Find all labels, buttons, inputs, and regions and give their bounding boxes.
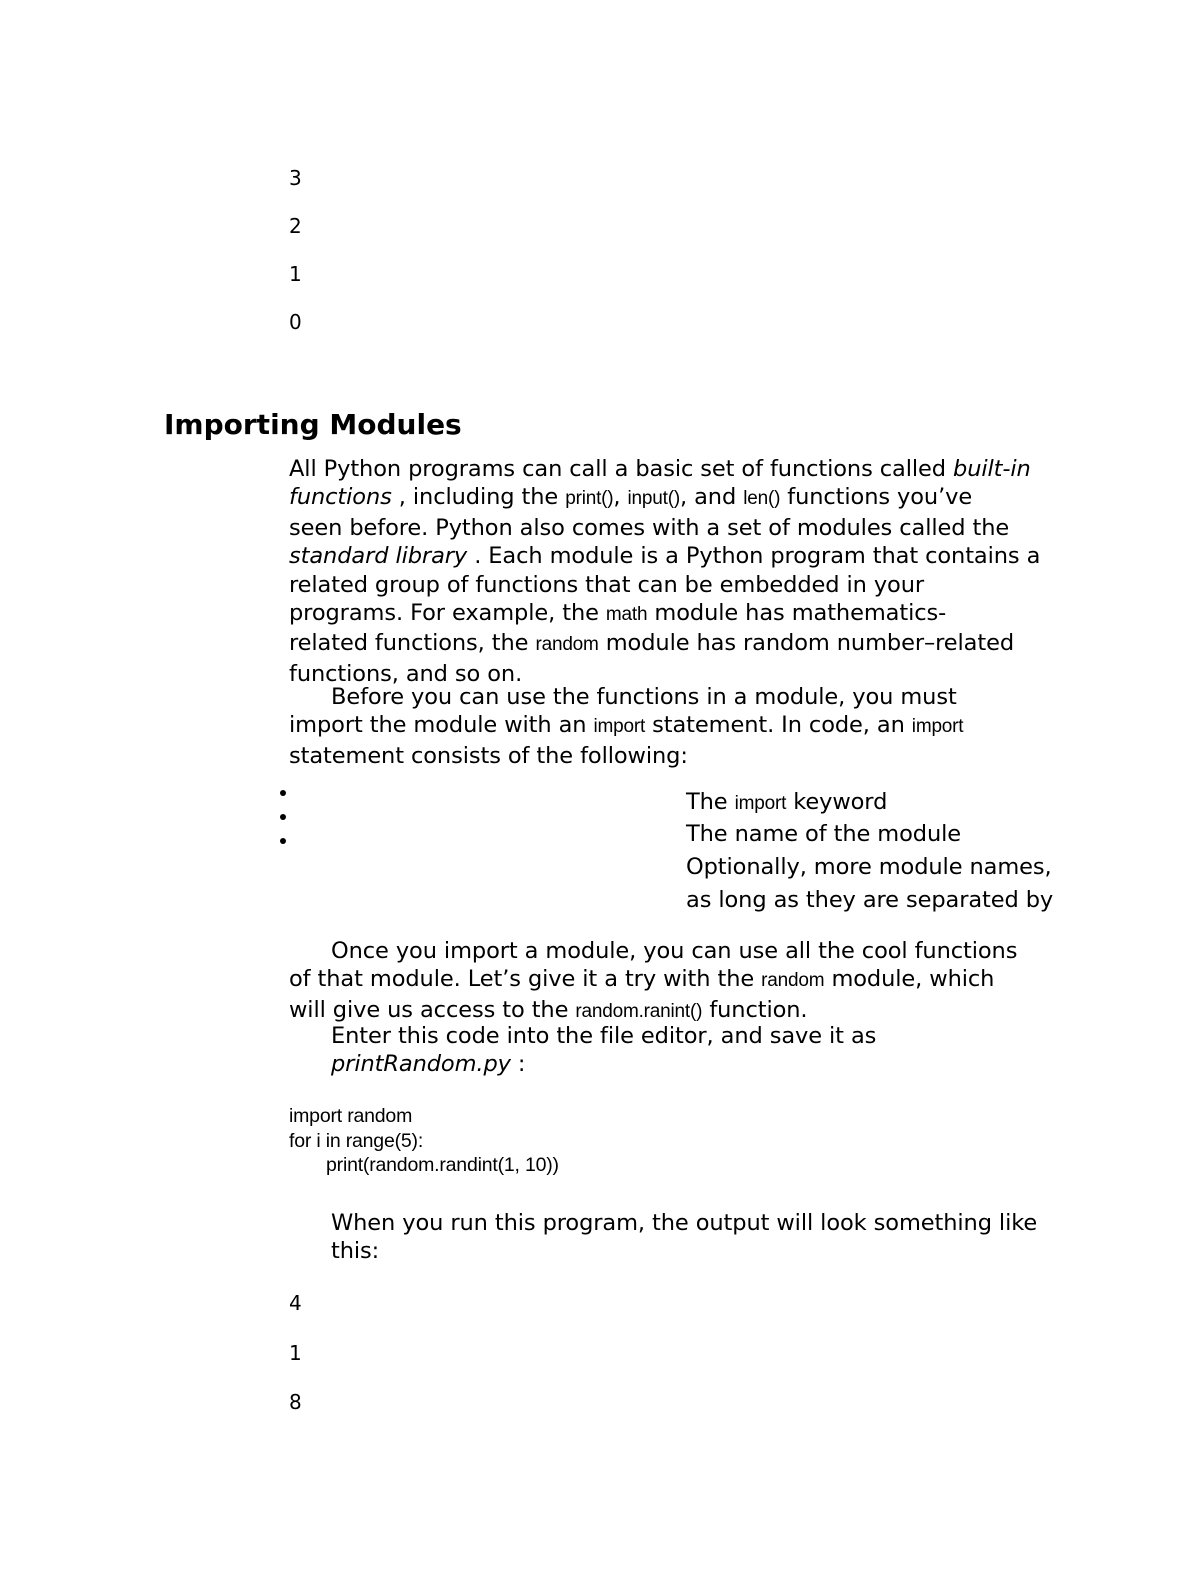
code-line: import random bbox=[289, 1105, 413, 1127]
text-line: standard library . Each module is a Python program that contains a bbox=[289, 543, 1041, 570]
paragraph-enter-code bbox=[331, 1022, 876, 1079]
output-line: 1 bbox=[289, 1341, 302, 1365]
output-line: 1 bbox=[289, 262, 302, 286]
output-line: 8 bbox=[289, 1390, 302, 1414]
code-line: print(random.randint(1, 10)) bbox=[326, 1154, 559, 1176]
text-line: related group of functions that can be embedded in your bbox=[289, 571, 925, 598]
text-line: Enter this code into the file editor, and save it as bbox=[331, 1023, 877, 1049]
text-line: All Python programs can call a basic set of functions called built-in bbox=[289, 456, 1031, 482]
text-line: statement consists of the following: bbox=[289, 742, 688, 769]
output-line: 2 bbox=[289, 214, 302, 238]
bullet-icon bbox=[280, 838, 286, 844]
bullet-icon bbox=[280, 814, 286, 820]
bullet-item: Optionally, more module names, bbox=[686, 854, 1052, 880]
paragraph-import-statement bbox=[289, 683, 963, 770]
paragraph-import-module bbox=[289, 937, 1017, 1026]
text-line: this: bbox=[331, 1238, 380, 1265]
text-line: functions , including the print(), input(), and len() functions you’ve bbox=[289, 484, 973, 511]
paragraph-run-program bbox=[331, 1209, 1037, 1266]
bullet-item: as long as they are separated by bbox=[686, 887, 1054, 913]
text-line: functions, and so on. bbox=[289, 660, 523, 687]
text-line: import the module with an import statement. In code, an import bbox=[289, 712, 964, 739]
paragraph-built-in-functions bbox=[289, 455, 1040, 688]
text-line: will give us access to the random.ranint() function. bbox=[289, 996, 808, 1023]
bullet-item: The name of the module bbox=[686, 821, 961, 847]
code-block bbox=[289, 1104, 559, 1178]
bullet-icon bbox=[280, 790, 286, 796]
text-line: programs. For example, the math module has mathematics- bbox=[289, 600, 947, 627]
output-line: 4 bbox=[289, 1291, 302, 1315]
text-line: Once you import a module, you can use all the cool functions bbox=[331, 938, 1018, 964]
text-line: seen before. Python also comes with a set of modules called the bbox=[289, 514, 1010, 541]
section-heading: Importing Modules bbox=[164, 408, 462, 441]
bullet-item: The import keyword bbox=[686, 789, 888, 815]
output-line: 0 bbox=[289, 310, 302, 334]
text-line: printRandom.py : bbox=[331, 1051, 526, 1078]
text-line: related functions, the random module has random number–related bbox=[289, 630, 1014, 657]
code-line: for i in range(5): bbox=[289, 1129, 424, 1152]
text-line: of that module. Let’s give it a try with the random module, which bbox=[289, 966, 995, 993]
text-line: When you run this program, the output will look something like bbox=[331, 1210, 1038, 1236]
output-line: 3 bbox=[289, 166, 302, 190]
text-line: Before you can use the functions in a module, you must bbox=[331, 684, 957, 710]
